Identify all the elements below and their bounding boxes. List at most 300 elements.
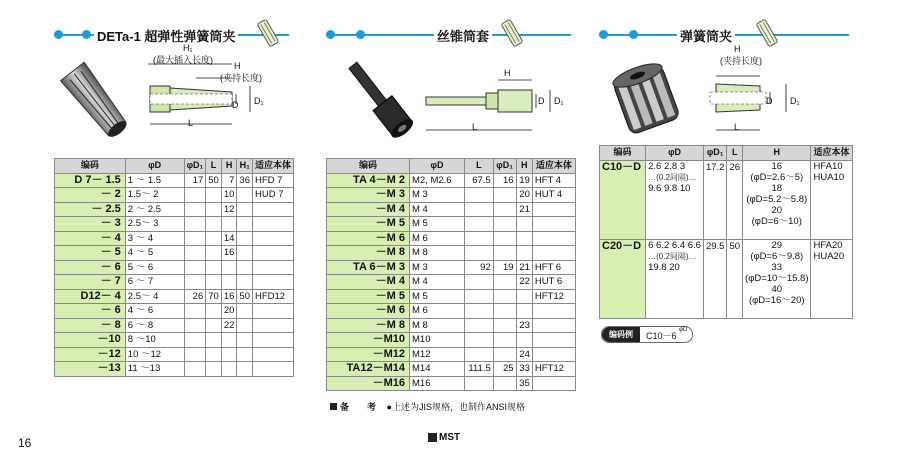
table-cell: －M 6 [327, 231, 410, 246]
table-cell: HFT 4 [532, 173, 575, 188]
table-cell [252, 217, 293, 232]
table-cell [465, 347, 494, 362]
col-header: 适应本体 [252, 159, 293, 174]
table-cell: TA 4－M 2 [327, 173, 410, 188]
table-header-row [600, 146, 853, 161]
table-row [327, 275, 576, 290]
table-cell: －M 5 [327, 289, 410, 304]
table-cell: 4 ～ 5 [125, 246, 184, 261]
table-cell [206, 260, 222, 275]
cell-line: (φD=16～20) [748, 294, 805, 306]
remarks-text: ●上述为JIS规格，也制作ANSI规格 [386, 402, 525, 412]
table-cell: － 5 [55, 246, 126, 261]
header-dot [54, 30, 63, 39]
cell-line: HUA10 [813, 171, 845, 183]
table-row [327, 173, 576, 188]
code-example-value [646, 329, 687, 342]
table-cell [206, 202, 222, 217]
tap-sleeve-table-body [327, 173, 576, 391]
table-cell [184, 231, 206, 246]
dim-h: H [234, 61, 241, 71]
table-cell [221, 333, 237, 348]
tap-sleeve-spec-table [326, 158, 576, 391]
table-cell: 26 [727, 160, 743, 239]
table-cell: 19 [493, 260, 516, 275]
table-row [327, 202, 576, 217]
table-cell [221, 275, 237, 290]
panel-tap-sleeve [300, 0, 590, 475]
remarks-label: 备 考 [340, 402, 377, 412]
dim-h1: H₁ [183, 43, 193, 53]
cell-line: (φD=2.6～5) [750, 171, 804, 183]
table-cell: －M 8 [327, 246, 410, 261]
table-cell: 17.2 [703, 160, 727, 239]
table-cell: M 3 [410, 260, 465, 275]
table-cell [532, 231, 575, 246]
table-row [55, 231, 294, 246]
table-cell [237, 231, 253, 246]
table-cell: M14 [410, 362, 465, 377]
table-header-row [327, 159, 576, 174]
panel2-header [326, 24, 576, 46]
cell-line: 16 [771, 160, 783, 172]
table-cell [493, 333, 516, 348]
logo-mark-icon [428, 433, 437, 442]
dim-d1: D₁ [554, 96, 564, 106]
table-cell [237, 304, 253, 319]
table-cell: M 4 [410, 275, 465, 290]
table-cell [184, 275, 206, 290]
table-cell [252, 347, 293, 362]
table-cell [252, 246, 293, 261]
table-row [55, 347, 294, 362]
table-cell [646, 160, 704, 239]
table-cell [465, 188, 494, 203]
table-cell: － 3 [55, 217, 126, 232]
dim-d1: D₁ [790, 96, 800, 106]
table-cell: 11 ～13 [125, 362, 184, 377]
table-cell: 1.5～ 2 [125, 188, 184, 203]
dim-h: H [504, 68, 511, 78]
remarks [330, 400, 525, 413]
code-example-code: C10－6 [646, 331, 677, 341]
table-cell [516, 217, 532, 232]
table-cell: 14 [221, 231, 237, 246]
table-cell: 17 [184, 173, 206, 188]
cell-line: 40 [771, 283, 783, 295]
table-cell: 19 [516, 173, 532, 188]
table-cell: 6 ～ 8 [125, 318, 184, 333]
table-cell [184, 188, 206, 203]
table-cell: 2.5～ 3 [125, 217, 184, 232]
table-cell [516, 289, 532, 304]
table-cell: 22 [221, 318, 237, 333]
table-cell: M10 [410, 333, 465, 348]
col-header: 适应本体 [532, 159, 575, 174]
cell-line: (φD=5.2～5.8) [746, 193, 808, 205]
table-row [55, 217, 294, 232]
table-row [55, 289, 294, 304]
table-cell: M2, M2.6 [410, 173, 465, 188]
dim-h-note: (夹持长度) [720, 56, 762, 66]
table-cell [206, 318, 222, 333]
table-cell [237, 217, 253, 232]
table-cell [493, 217, 516, 232]
table-row [55, 275, 294, 290]
table-cell: 21 [516, 260, 532, 275]
panel3-title: 弹簧筒夹 [677, 26, 735, 45]
table-cell: 33 [516, 362, 532, 377]
table-cell [237, 318, 253, 333]
table-cell [206, 347, 222, 362]
cell-line: 19.8 20 [648, 261, 680, 273]
table-cell [532, 217, 575, 232]
table-cell: 22 [516, 275, 532, 290]
table-cell [237, 188, 253, 203]
dim-l: L [188, 118, 194, 128]
table-cell: －M 5 [327, 217, 410, 232]
table-cell: M 8 [410, 318, 465, 333]
table-cell [252, 304, 293, 319]
table-cell: －M 4 [327, 202, 410, 217]
table-cell: M 8 [410, 246, 465, 261]
table-cell [237, 202, 253, 217]
table-row [327, 289, 576, 304]
table-cell: HUD 7 [252, 188, 293, 203]
table-cell: － 2 [55, 188, 126, 203]
cell-line: 20 [771, 204, 783, 216]
table-cell: 67.5 [465, 173, 494, 188]
table-cell [252, 231, 293, 246]
cell-line: HFA10 [813, 160, 843, 172]
table-row [600, 160, 853, 239]
table-cell: C20－D [600, 239, 646, 318]
table-row [327, 246, 576, 261]
cell-line: HFA20 [813, 239, 843, 251]
col-header: H [516, 159, 532, 174]
table-cell [206, 275, 222, 290]
table-cell: M 6 [410, 304, 465, 319]
table-cell [532, 202, 575, 217]
table-row [55, 246, 294, 261]
table-cell [465, 376, 494, 391]
logo-text: MST [439, 432, 461, 443]
table-cell: HFT12 [532, 289, 575, 304]
table-cell: TA 6－M 3 [327, 260, 410, 275]
table-cell: 1 ～ 1.5 [125, 173, 184, 188]
cell-line: …(0.2间隔)… [648, 172, 697, 182]
table-cell [237, 275, 253, 290]
table-cell: 4 ～ 6 [125, 304, 184, 319]
table-cell: 92 [465, 260, 494, 275]
table-cell [532, 304, 575, 319]
table-cell [465, 333, 494, 348]
table-cell: －12 [55, 347, 126, 362]
table-cell [743, 239, 811, 318]
col-header: 编码 [55, 159, 126, 174]
table-cell [811, 239, 852, 318]
col-header: 编码 [327, 159, 410, 174]
dim-d: D [538, 96, 545, 106]
table-cell: －M12 [327, 347, 410, 362]
table-cell: 7 [221, 173, 237, 188]
table-cell [465, 246, 494, 261]
header-dot [629, 30, 638, 39]
table-cell [493, 188, 516, 203]
table-row [327, 188, 576, 203]
table-cell [184, 333, 206, 348]
table-cell: 10 [221, 188, 237, 203]
mst-logo [428, 432, 460, 443]
table-cell: 16 [493, 173, 516, 188]
table-row [55, 333, 294, 348]
cell-line: (φD=6～9.8) [750, 250, 804, 262]
table-cell [237, 362, 253, 377]
table-cell: 50 [237, 289, 253, 304]
table-cell: 20 [516, 188, 532, 203]
table-row [55, 260, 294, 275]
table-row [55, 362, 294, 377]
table-cell [184, 217, 206, 232]
table-cell: D 7－ 1.5 [55, 173, 126, 188]
table-cell: TA12－M14 [327, 362, 410, 377]
table-cell [252, 318, 293, 333]
table-cell [493, 318, 516, 333]
dim-h: H [734, 44, 741, 54]
tap-sleeve-photo [340, 54, 420, 146]
table-row [327, 333, 576, 348]
remarks-square-icon [330, 403, 337, 410]
cell-line: 6 6.2 6.4 6.6 [648, 239, 701, 251]
col-header: φD [646, 146, 704, 161]
col-header: φD [125, 159, 184, 174]
table-cell: 20 [221, 304, 237, 319]
table-cell [532, 347, 575, 362]
table-cell [184, 304, 206, 319]
table-cell: － 4 [55, 231, 126, 246]
table-cell [465, 275, 494, 290]
header-dot [82, 30, 91, 39]
table-cell [493, 231, 516, 246]
table-cell [743, 160, 811, 239]
code-example [601, 326, 693, 343]
table-cell: C10－D [600, 160, 646, 239]
deta1-spec-table [54, 158, 294, 377]
table-cell: － 2.5 [55, 202, 126, 217]
col-header: φD [410, 159, 465, 174]
table-cell: 25 [493, 362, 516, 377]
table-row [327, 217, 576, 232]
col-header: H [743, 146, 811, 161]
table-row [327, 376, 576, 391]
panel3-header [599, 24, 899, 46]
table-cell [221, 347, 237, 362]
col-header: H [221, 159, 237, 174]
table-cell: HUT 6 [532, 275, 575, 290]
cell-line: …(0.2间隔)… [648, 251, 697, 261]
table-cell: M 5 [410, 289, 465, 304]
table-cell [237, 260, 253, 275]
table-row [600, 239, 853, 318]
table-cell: M16 [410, 376, 465, 391]
table-row [327, 260, 576, 275]
cell-line: 9.6 9.8 10 [648, 182, 691, 194]
dim-d: D [766, 96, 773, 106]
table-cell [221, 362, 237, 377]
dim-l: L [734, 122, 740, 132]
table-cell [252, 333, 293, 348]
col-header: H₁ [237, 159, 253, 174]
cell-line: HUA20 [813, 250, 845, 262]
table-cell: M 4 [410, 202, 465, 217]
table-cell: 26 [184, 289, 206, 304]
dim-h-note: (夹持长度) [220, 73, 262, 83]
table-row [55, 304, 294, 319]
table-row [55, 202, 294, 217]
table-cell: －M 4 [327, 275, 410, 290]
cell-line: 18 [771, 182, 783, 194]
table-cell: 10 ～12 [125, 347, 184, 362]
table-cell [516, 246, 532, 261]
table-cell [532, 333, 575, 348]
table-cell: － 7 [55, 275, 126, 290]
table-cell: HFT 6 [532, 260, 575, 275]
table-row [327, 318, 576, 333]
table-cell [493, 289, 516, 304]
table-cell [221, 217, 237, 232]
table-cell [493, 347, 516, 362]
table-cell [465, 217, 494, 232]
table-row [327, 347, 576, 362]
table-cell: 50 [206, 173, 222, 188]
table-row [55, 318, 294, 333]
table-cell: 12 [221, 202, 237, 217]
table-cell [493, 304, 516, 319]
table-cell: M 5 [410, 217, 465, 232]
table-cell [252, 275, 293, 290]
table-cell [184, 202, 206, 217]
table-cell: －M 6 [327, 304, 410, 319]
spring-collet-drawing [708, 70, 818, 140]
panel2-title: 丝锥筒套 [434, 26, 492, 45]
table-cell: －M16 [327, 376, 410, 391]
header-dot [599, 30, 608, 39]
table-cell [184, 347, 206, 362]
col-header: L [727, 146, 743, 161]
table-cell [465, 202, 494, 217]
table-cell [184, 246, 206, 261]
collet-icon [498, 18, 526, 48]
table-row [55, 188, 294, 203]
dim-h1-note: (最大插入长度) [153, 55, 213, 65]
table-cell [206, 333, 222, 348]
panel1-title: DETa-1 超弹性弹簧筒夹 [94, 26, 238, 45]
dim-l: L [472, 122, 478, 132]
table-cell [206, 362, 222, 377]
table-cell [532, 376, 575, 391]
table-cell [465, 304, 494, 319]
table-cell [516, 304, 532, 319]
table-cell: 70 [206, 289, 222, 304]
table-cell: M 6 [410, 231, 465, 246]
table-cell [184, 362, 206, 377]
col-header: φD₁ [493, 159, 516, 174]
code-example-sup: φD [679, 327, 688, 333]
deta1-collet-photo [52, 58, 142, 148]
dim-d: D [232, 100, 239, 110]
page-number: 16 [18, 436, 32, 450]
table-cell [221, 260, 237, 275]
table-cell: －10 [55, 333, 126, 348]
table-cell [184, 260, 206, 275]
table-cell: －M 8 [327, 318, 410, 333]
table-cell [184, 318, 206, 333]
table-cell [206, 217, 222, 232]
table-cell [465, 289, 494, 304]
collet-icon [254, 18, 282, 48]
table-cell [493, 275, 516, 290]
spring-collet-photo [604, 58, 688, 140]
cell-line: 29 [771, 239, 783, 251]
table-cell: 50 [727, 239, 743, 318]
table-cell: HUT 4 [532, 188, 575, 203]
table-cell: 16 [221, 289, 237, 304]
code-example-label: 编码例 [602, 327, 640, 342]
table-cell: 21 [516, 202, 532, 217]
spring-collet-table-body [600, 160, 853, 318]
panel-spring-collet [590, 0, 910, 475]
table-cell: 24 [516, 347, 532, 362]
table-cell: HFT12 [532, 362, 575, 377]
cell-line: 2.6 2.8 3 [648, 160, 686, 172]
header-dot [356, 30, 365, 39]
panel-deta1-collet [0, 0, 300, 475]
table-cell: HFD 7 [252, 173, 293, 188]
table-cell [252, 260, 293, 275]
table-cell: 5 ～ 6 [125, 260, 184, 275]
table-cell [206, 231, 222, 246]
table-cell [206, 188, 222, 203]
tap-sleeve-drawing [424, 70, 574, 140]
table-row [327, 304, 576, 319]
table-cell: 35 [516, 376, 532, 391]
table-cell [252, 362, 293, 377]
table-cell [206, 246, 222, 261]
table-cell [493, 246, 516, 261]
col-header: φD₁ [703, 146, 727, 161]
table-cell: 111.5 [465, 362, 494, 377]
table-cell: －M 3 [327, 188, 410, 203]
col-header: φD₁ [184, 159, 206, 174]
deta1-collet-drawing [146, 58, 266, 138]
table-cell [206, 304, 222, 319]
table-cell: － 6 [55, 304, 126, 319]
table-header-row [55, 159, 294, 174]
spring-collet-spec-table [599, 145, 853, 319]
col-header: L [465, 159, 494, 174]
table-cell: 36 [237, 173, 253, 188]
table-cell [516, 333, 532, 348]
table-cell: －M10 [327, 333, 410, 348]
table-cell: － 8 [55, 318, 126, 333]
table-cell [493, 376, 516, 391]
table-cell [465, 318, 494, 333]
table-cell: M 3 [410, 188, 465, 203]
table-cell: M12 [410, 347, 465, 362]
table-cell [532, 318, 575, 333]
table-cell [516, 231, 532, 246]
deta1-table-body [55, 173, 294, 376]
